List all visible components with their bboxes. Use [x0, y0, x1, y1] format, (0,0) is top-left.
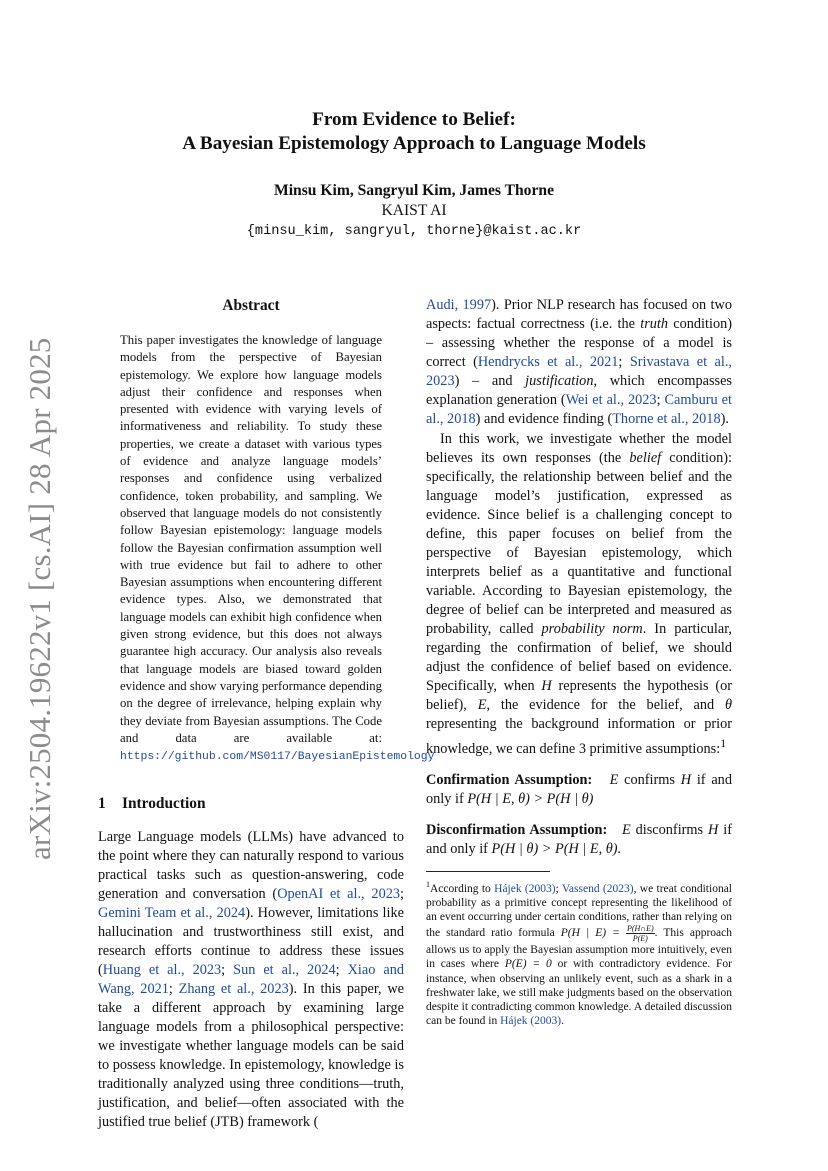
- right-column: [426, 296, 732, 1028]
- text-run: represents the hypothesis (or belief),: [426, 678, 732, 713]
- citation-hajek-2[interactable]: Hájek (2003): [500, 1015, 562, 1028]
- emphasis-belief: belief: [629, 450, 662, 466]
- abstract-heading: Abstract: [222, 297, 280, 314]
- author-emails: {minsu_kim, sangryul, thorne}@kaist.ac.kr: [246, 224, 582, 239]
- section-title: Introduction: [122, 795, 206, 813]
- citation-xiao[interactable]: Xiao and Wang, 2021: [98, 962, 405, 998]
- title-line-2: A Bayesian Epistemology Approach to Language Models: [182, 133, 646, 154]
- section-number: 1: [98, 795, 106, 813]
- citation-wei[interactable]: Wei et al., 2023: [565, 392, 657, 408]
- citation-hendrycks[interactable]: Hendrycks et al., 2021: [477, 354, 619, 370]
- assumption-label: Disconfirmation Assumption:: [426, 821, 608, 838]
- text-run: if and only if: [426, 771, 732, 807]
- math-symbol-h: H: [541, 678, 552, 694]
- math-symbol-h: H: [708, 821, 719, 838]
- fraction: [626, 924, 655, 943]
- citation-srivastava[interactable]: Srivastava et al., 2023: [426, 354, 732, 389]
- text-run: ). In this paper, we take a different approach by examining large language models from a philosophical perspective: we investigate whether language models can be said to possess knowledge. In epistemology, knowledge is traditionally analyzed using three conditions—truth, justification, and belief—often associated with the justified true belief (JTB) framework (: [98, 981, 405, 1131]
- text-run: ) – and: [454, 373, 526, 389]
- text-run: .: [561, 1015, 564, 1028]
- author-list: Minsu Kim, Sangryul Kim, James Thorne: [274, 182, 554, 199]
- text-run: In this work, we investigate whether the model believes its own responses (the: [426, 431, 732, 466]
- section-heading-introduction: [98, 794, 404, 814]
- text-run: . This approach allows us to apply the Bayesian assumption more intuitively, even in cases where: [426, 927, 733, 971]
- intro-paragraph-2: [426, 430, 732, 759]
- math-symbol-h: H: [680, 771, 692, 788]
- emphasis-justification: justification: [525, 373, 594, 389]
- text-run: condition) – assessing whether the response of a model is correct (: [426, 316, 733, 370]
- text-run: ).: [720, 411, 729, 427]
- disconfirmation-assumption: [426, 821, 732, 859]
- fraction-denominator: P(E): [632, 934, 648, 944]
- math-formula: P(E) = 0: [504, 958, 552, 971]
- math-formula: P(H | θ) > P(H | E, θ).: [491, 840, 622, 857]
- text-run: or with contradictory evidence. For instance, when observing an unlikely event, such as a shark in a freshwater lake, we still make judgments based on the observation despite it contradicting common knowledge. A detailed discussion can be found in: [426, 958, 732, 1028]
- citation-sun[interactable]: Sun et al., 2024: [233, 962, 336, 979]
- text-run: ) and evidence finding (: [475, 411, 613, 427]
- text-run: , which encompasses explanation generation (: [426, 373, 732, 408]
- affiliation: KAIST AI: [381, 202, 447, 219]
- footnote-divider: [426, 871, 550, 872]
- arxiv-identifier: arXiv:2504.19622v1 [cs.AI] 28 Apr 2025: [22, 337, 57, 860]
- left-column: [98, 296, 435, 1132]
- text-run: , the evidence for the belief, and: [486, 697, 725, 713]
- text-run: if and only if: [426, 821, 732, 857]
- text-run: ). Prior NLP research has focused on two aspects: factual correctness (i.e. the: [426, 297, 732, 332]
- emphasis-truth: truth: [640, 316, 669, 332]
- text-run: According to: [430, 882, 495, 895]
- footnote-marker[interactable]: 1: [720, 736, 727, 750]
- footnote-1: $^1$According to Hájek (2003); Vassend (2023), we treat conditional probability as a primitive concept representing the likelihood of an event occurring under certain conditions, rather than relying on the standard ratio formula P(H | E) = $\frac{P(H\cap E)}{P(E)}$ . This approach allows us to apply the Bayesian assumption more intuitively, even in cases where P(E) = 0 or with contradictory evidence. For instance, when observing an unlikely event, such as a shark in a freshwater lake, we still make judgments based on the observation despite it contradicting common knowledge. A detailed discussion can be found in Hájek (2003).: [426, 879, 733, 1028]
- text-run: disconfirms: [635, 821, 704, 838]
- footnote-number: 1: [426, 879, 430, 889]
- math-symbol-e: E: [477, 697, 487, 713]
- intro-paragraph-1-continued: Audi, 1997). Prior NLP research has focused on two aspects: factual correctness (i.e. the truth condition) – assessing whether the response of a model is correct (Hendrycks et al., 2021; Srivastava et al., 2023) – and justification, which encompasses explanation generation (Wei et al., 2023; Camburu et al., 2018) and evidence finding (Thorne et al., 2018).: [426, 297, 733, 427]
- citation-zhang[interactable]: Zhang et al., 2023: [178, 981, 289, 998]
- abstract-text: This paper investigates the knowledge of language models from the perspective of Bayesian epistemology. We explore how language models adjust their confidence and responses when presented with evidence with varying levels of informativeness and reliability. To study these properties, we create a dataset with various types of evidence and analyze language models’ responses and confidence using verbalized confidence, token probability, and sampling. We observed that language models do not consistently follow Bayesian epistemology: language models follow the Bayesian confirmation assumption well with true evidence but fail to adhere to other Bayesian assumptions when encountering different evidence types. Also, we demonstrated that language models can exhibit high confidence when given strong evidence, but this does not always guarantee high accuracy. Our analysis also reveals that language models are biased toward golden evidence and show varying performance depending on the degree of irrelevance, helping explain why they deviate from Bayesian assumptions. The Code and data are available at:: [120, 333, 382, 745]
- math-symbol-e: E: [621, 821, 631, 838]
- math-formula: P(H | E) =: [560, 927, 620, 940]
- confirmation-assumption: [426, 771, 732, 809]
- abstract-body: [120, 332, 435, 766]
- citation-camburu[interactable]: Camburu et al., 2018: [426, 392, 732, 427]
- citation-thorne[interactable]: Thorne et al., 2018: [612, 411, 721, 427]
- text-run: Large Language models (LLMs) have advanced to the point where they can naturally respond to various practical tasks such as question-answering, code generation and conversation (: [98, 829, 404, 903]
- citation-huang[interactable]: Huang et al., 2023: [102, 962, 222, 979]
- citation-audi[interactable]: Audi, 1997: [426, 297, 492, 313]
- title-line-1: From Evidence to Belief:: [312, 109, 516, 130]
- citation-hajek[interactable]: Hájek (2003): [494, 882, 556, 895]
- fraction-numerator: P(H∩E): [626, 924, 654, 934]
- math-symbol-theta: θ: [724, 697, 732, 713]
- paper-title: [100, 108, 728, 156]
- math-formula: P(H | E, θ) > P(H | θ): [467, 790, 594, 807]
- emphasis-probability-norm: probability norm: [541, 621, 643, 637]
- code-repository-link[interactable]: https://github.com/MS0117/BayesianEpistemology: [120, 751, 435, 764]
- text-run: condition): specifically, the relationship between belief and the language model’s justification, expressed as evidence. Since belief is a challenging concept to define, this paper focuses on belief from the perspective of Bayesian epistemology, which interprets belief as a quantitative and functional variable. According to Bayesian epistemology, the degree of belief can be interpreted and measured as probability, called: [426, 450, 732, 637]
- citation-vassend[interactable]: Vassend (2023): [561, 882, 634, 895]
- text-run: ). However, limitations like hallucination and trustworthiness still exist, and research efforts continue to address these issues (: [98, 905, 404, 979]
- citation-gemini[interactable]: Gemini Team et al., 2024: [98, 905, 246, 922]
- text-run: . In particular, regarding the confirmation of belief, we should adjust the confidence of belief based on evidence. Specifically, when: [426, 621, 732, 694]
- text-run: , we treat conditional probability as a primitive concept representing the likelihood of an event occurring under certain conditions, rather than relying on the standard ratio formula: [426, 882, 732, 940]
- text-run: confirms: [624, 771, 675, 788]
- intro-paragraph-1: Large Language models (LLMs) have advanced to the point where they can naturally respond to various practical tasks such as question-answering, code generation and conversation (OpenAI et al., 2023; Gemini Team et al., 2024). However, limitations like hallucination and trustworthiness still exist, and research efforts continue to address these issues (Huang et al., 2023; Sun et al., 2024; Xiao and Wang, 2021; Zhang et al., 2023). In this paper, we take a different approach by examining large language models from a philosophical perspective: we investigate whether language models can be said to possess knowledge. In epistemology, knowledge is traditionally analyzed using three conditions—truth, justification, and belief—often associated with the justified true belief (JTB) framework (: [98, 829, 405, 1131]
- assumption-label: Confirmation Assumption:: [426, 771, 593, 788]
- math-symbol-e: E: [609, 771, 619, 788]
- citation-openai[interactable]: OpenAI et al., 2023: [277, 886, 401, 903]
- text-run: representing the background information or prior knowledge, we can define 3 primitive assumptions:: [426, 716, 732, 757]
